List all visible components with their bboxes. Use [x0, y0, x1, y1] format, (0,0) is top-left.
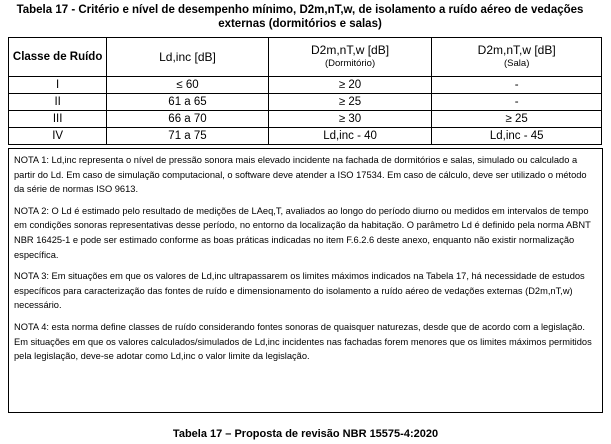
table-row [9, 94, 602, 111]
cell-classe: IV [9, 128, 107, 145]
note-4: NOTA 4: esta norma define classes de ruído considerando fontes sonoras de quaisquer naturezas, desde que de acordo com a legislação. Em situações em que os valores calculados/simulados de Ld,inc incidentes nas fachadas forem menores que os limites máximos permitidos pela legislação, deve-se adotar como Ld,inc o valor limite da legislação. [14, 321, 592, 362]
header-classe: Classe de Ruído [9, 38, 107, 77]
header-d-sala [432, 38, 602, 77]
cell-classe: I [9, 77, 107, 94]
cell-ld: 71 a 75 [107, 128, 268, 145]
header-d-dormitorio-sub: (Dormitório) [324, 58, 376, 69]
table-row [9, 128, 602, 145]
header-d-sala-sub: (Sala) [504, 58, 530, 69]
cell-sala: ≥ 25 [432, 111, 602, 128]
cell-sala: Ld,inc - 45 [432, 128, 602, 145]
table-header-row [9, 38, 602, 77]
cell-sala: - [432, 94, 602, 111]
cell-ld: 66 a 70 [107, 111, 268, 128]
cell-sala: - [432, 77, 602, 94]
note-3: NOTA 3: Em situações em que os valores de Ld,inc ultrapassarem os limites máximos indicados na Tabela 17, há necessidade de estudos específicos para caracterização das fontes de ruído e dimensionamento do isolamento a ruído aéreo de vedações externas (D2m,nT,w) necessário. [14, 271, 585, 311]
cell-dormitorio: ≥ 25 [268, 94, 432, 111]
note-2: NOTA 2: O Ld é estimado pelo resultado de medições de LAeq,T, avaliados ao longo do período diurno ou medidos em intervalos de tempo em condições sonoras representativas desse período, no entorno da localização da habitação. O parâmetro Ld é definido pela norma ABNT NBR 16425-1 e pode ser estimado conforme as boas práticas indicadas no item F.6.2.6 deste anexo, enquanto não existir normalização específica. [14, 205, 591, 260]
header-d-sala-label: D2m,nT,w [dB] [477, 43, 556, 57]
cell-dormitorio: ≥ 30 [268, 111, 432, 128]
table-title-line1: Tabela 17 - Critério e nível de desempenho mínimo, D2m,nT,w, de isolamento a ruído aéreo de vedações [16, 4, 584, 16]
table-row [9, 77, 602, 94]
header-d-dormitorio-label: D2m,nT,w [dB] [311, 43, 390, 57]
table-row [9, 111, 602, 128]
note-1: NOTA 1: Ld,inc representa o nível de pressão sonora mais elevado incidente na fachada de dormitórios e salas, simulado ou calculado a partir do Ld. Em caso de simulação computacional, o software deve atender a ISO 17534. Em caso de cálculo, deve ser utilizado o método da série de normas ISO 9613. [14, 155, 587, 195]
cell-ld: ≤ 60 [107, 77, 268, 94]
figure-caption: Tabela 17 – Proposta de revisão NBR 15575-4:2020 [172, 428, 439, 440]
header-ld: Ld,inc [dB] [107, 38, 268, 77]
table-title-line2: externas (dormitórios e salas) [218, 18, 382, 30]
cell-dormitorio: ≥ 20 [268, 77, 432, 94]
cell-classe: II [9, 94, 107, 111]
header-d-dormitorio [268, 38, 432, 77]
cell-classe: III [9, 111, 107, 128]
cell-dormitorio: Ld,inc - 40 [268, 128, 432, 145]
noise-class-table [8, 37, 602, 145]
cell-ld: 61 a 65 [107, 94, 268, 111]
table-title [10, 3, 590, 31]
notes-box [8, 148, 603, 413]
